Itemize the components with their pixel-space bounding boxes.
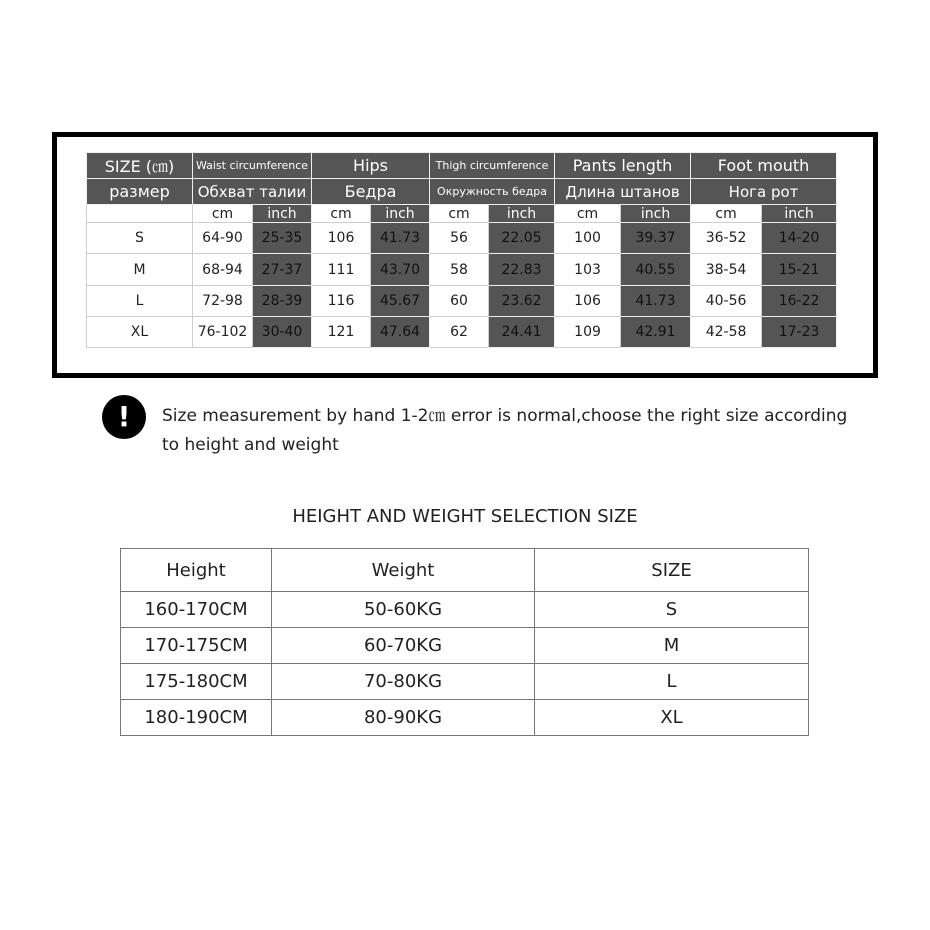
header-size: SIZE bbox=[535, 549, 809, 592]
foot-cm: 38-54 bbox=[691, 254, 762, 285]
length-inch: 40.55 bbox=[621, 254, 691, 285]
weight-value: 80-90KG bbox=[272, 700, 535, 736]
thigh-cm: 60 bbox=[430, 285, 489, 316]
header-height: Height bbox=[121, 549, 272, 592]
hips-cm: 106 bbox=[312, 223, 371, 254]
size-value: M bbox=[535, 628, 809, 664]
header-waist: Waist circumference bbox=[193, 153, 312, 179]
header-hips: Hips bbox=[312, 153, 430, 179]
height-value: 175-180CM bbox=[121, 664, 272, 700]
waist-cm: 76-102 bbox=[193, 316, 253, 347]
length-inch: 39.37 bbox=[621, 223, 691, 254]
unit-inch: inch bbox=[762, 205, 837, 223]
thigh-cm: 58 bbox=[430, 254, 489, 285]
size-chart-header-ru bbox=[87, 179, 837, 205]
unit-cm: cm bbox=[193, 205, 253, 223]
length-inch: 42.91 bbox=[621, 316, 691, 347]
size-row-xl bbox=[87, 316, 837, 347]
foot-cm: 42-58 bbox=[691, 316, 762, 347]
waist-inch: 25-35 bbox=[253, 223, 312, 254]
weight-value: 70-80KG bbox=[272, 664, 535, 700]
unit-cm: cm bbox=[430, 205, 489, 223]
thigh-inch: 22.83 bbox=[489, 254, 555, 285]
thigh-cm: 62 bbox=[430, 316, 489, 347]
height-weight-title: HEIGHT AND WEIGHT SELECTION SIZE bbox=[292, 506, 638, 527]
size-value: L bbox=[535, 664, 809, 700]
size-chart-header-en bbox=[87, 153, 837, 179]
size-value: XL bbox=[535, 700, 809, 736]
weight-value: 60-70KG bbox=[272, 628, 535, 664]
size-chart-table bbox=[86, 152, 837, 348]
size-row-m bbox=[87, 254, 837, 285]
hips-cm: 116 bbox=[312, 285, 371, 316]
height-weight-header bbox=[121, 549, 809, 592]
size-label: S bbox=[87, 223, 193, 254]
header-size: SIZE (㎝) bbox=[87, 153, 193, 179]
foot-inch: 14-20 bbox=[762, 223, 837, 254]
size-chart-units-row bbox=[87, 205, 837, 223]
exclamation-icon: ! bbox=[102, 395, 146, 439]
thigh-cm: 56 bbox=[430, 223, 489, 254]
header-thigh-ru: Окружность бедра bbox=[430, 179, 555, 205]
header-pants-length: Pants length bbox=[555, 153, 691, 179]
thigh-inch: 23.62 bbox=[489, 285, 555, 316]
hips-cm: 111 bbox=[312, 254, 371, 285]
header-size-ru: размер bbox=[87, 179, 193, 205]
foot-cm: 36-52 bbox=[691, 223, 762, 254]
foot-cm: 40-56 bbox=[691, 285, 762, 316]
hips-inch: 43.70 bbox=[371, 254, 430, 285]
table-row bbox=[121, 700, 809, 736]
notice-line-1: Size measurement by hand 1-2㎝ error is normal,choose the right size according bbox=[162, 406, 848, 426]
waist-cm: 64-90 bbox=[193, 223, 253, 254]
header-hips-ru: Бедра bbox=[312, 179, 430, 205]
length-cm: 106 bbox=[555, 285, 621, 316]
waist-cm: 68-94 bbox=[193, 254, 253, 285]
foot-inch: 16-22 bbox=[762, 285, 837, 316]
header-foot-mouth: Foot mouth bbox=[691, 153, 837, 179]
weight-value: 50-60KG bbox=[272, 592, 535, 628]
length-cm: 109 bbox=[555, 316, 621, 347]
header-thigh: Thigh circumference bbox=[430, 153, 555, 179]
table-row bbox=[121, 664, 809, 700]
waist-cm: 72-98 bbox=[193, 285, 253, 316]
measurement-notice bbox=[162, 402, 882, 460]
header-waist-ru: Обхват талии bbox=[193, 179, 312, 205]
unit-inch: inch bbox=[489, 205, 555, 223]
unit-cm: cm bbox=[555, 205, 621, 223]
size-row-l bbox=[87, 285, 837, 316]
height-value: 180-190CM bbox=[121, 700, 272, 736]
unit-inch: inch bbox=[253, 205, 312, 223]
size-value: S bbox=[535, 592, 809, 628]
foot-inch: 17-23 bbox=[762, 316, 837, 347]
size-row-s bbox=[87, 223, 837, 254]
height-weight-table bbox=[120, 548, 809, 736]
table-row bbox=[121, 592, 809, 628]
notice-line-2: to height and weight bbox=[162, 435, 339, 455]
size-label: XL bbox=[87, 316, 193, 347]
hips-inch: 47.64 bbox=[371, 316, 430, 347]
unit-blank bbox=[87, 205, 193, 223]
length-inch: 41.73 bbox=[621, 285, 691, 316]
unit-cm: cm bbox=[691, 205, 762, 223]
waist-inch: 28-39 bbox=[253, 285, 312, 316]
length-cm: 103 bbox=[555, 254, 621, 285]
foot-inch: 15-21 bbox=[762, 254, 837, 285]
hips-inch: 45.67 bbox=[371, 285, 430, 316]
header-foot-mouth-ru: Нога рот bbox=[691, 179, 837, 205]
hips-cm: 121 bbox=[312, 316, 371, 347]
header-weight: Weight bbox=[272, 549, 535, 592]
length-cm: 100 bbox=[555, 223, 621, 254]
size-label: L bbox=[87, 285, 193, 316]
unit-cm: cm bbox=[312, 205, 371, 223]
waist-inch: 30-40 bbox=[253, 316, 312, 347]
unit-inch: inch bbox=[621, 205, 691, 223]
unit-inch: inch bbox=[371, 205, 430, 223]
table-row bbox=[121, 628, 809, 664]
thigh-inch: 22.05 bbox=[489, 223, 555, 254]
hips-inch: 41.73 bbox=[371, 223, 430, 254]
waist-inch: 27-37 bbox=[253, 254, 312, 285]
header-pants-length-ru: Длина штанов bbox=[555, 179, 691, 205]
height-value: 170-175CM bbox=[121, 628, 272, 664]
size-label: M bbox=[87, 254, 193, 285]
thigh-inch: 24.41 bbox=[489, 316, 555, 347]
height-value: 160-170CM bbox=[121, 592, 272, 628]
